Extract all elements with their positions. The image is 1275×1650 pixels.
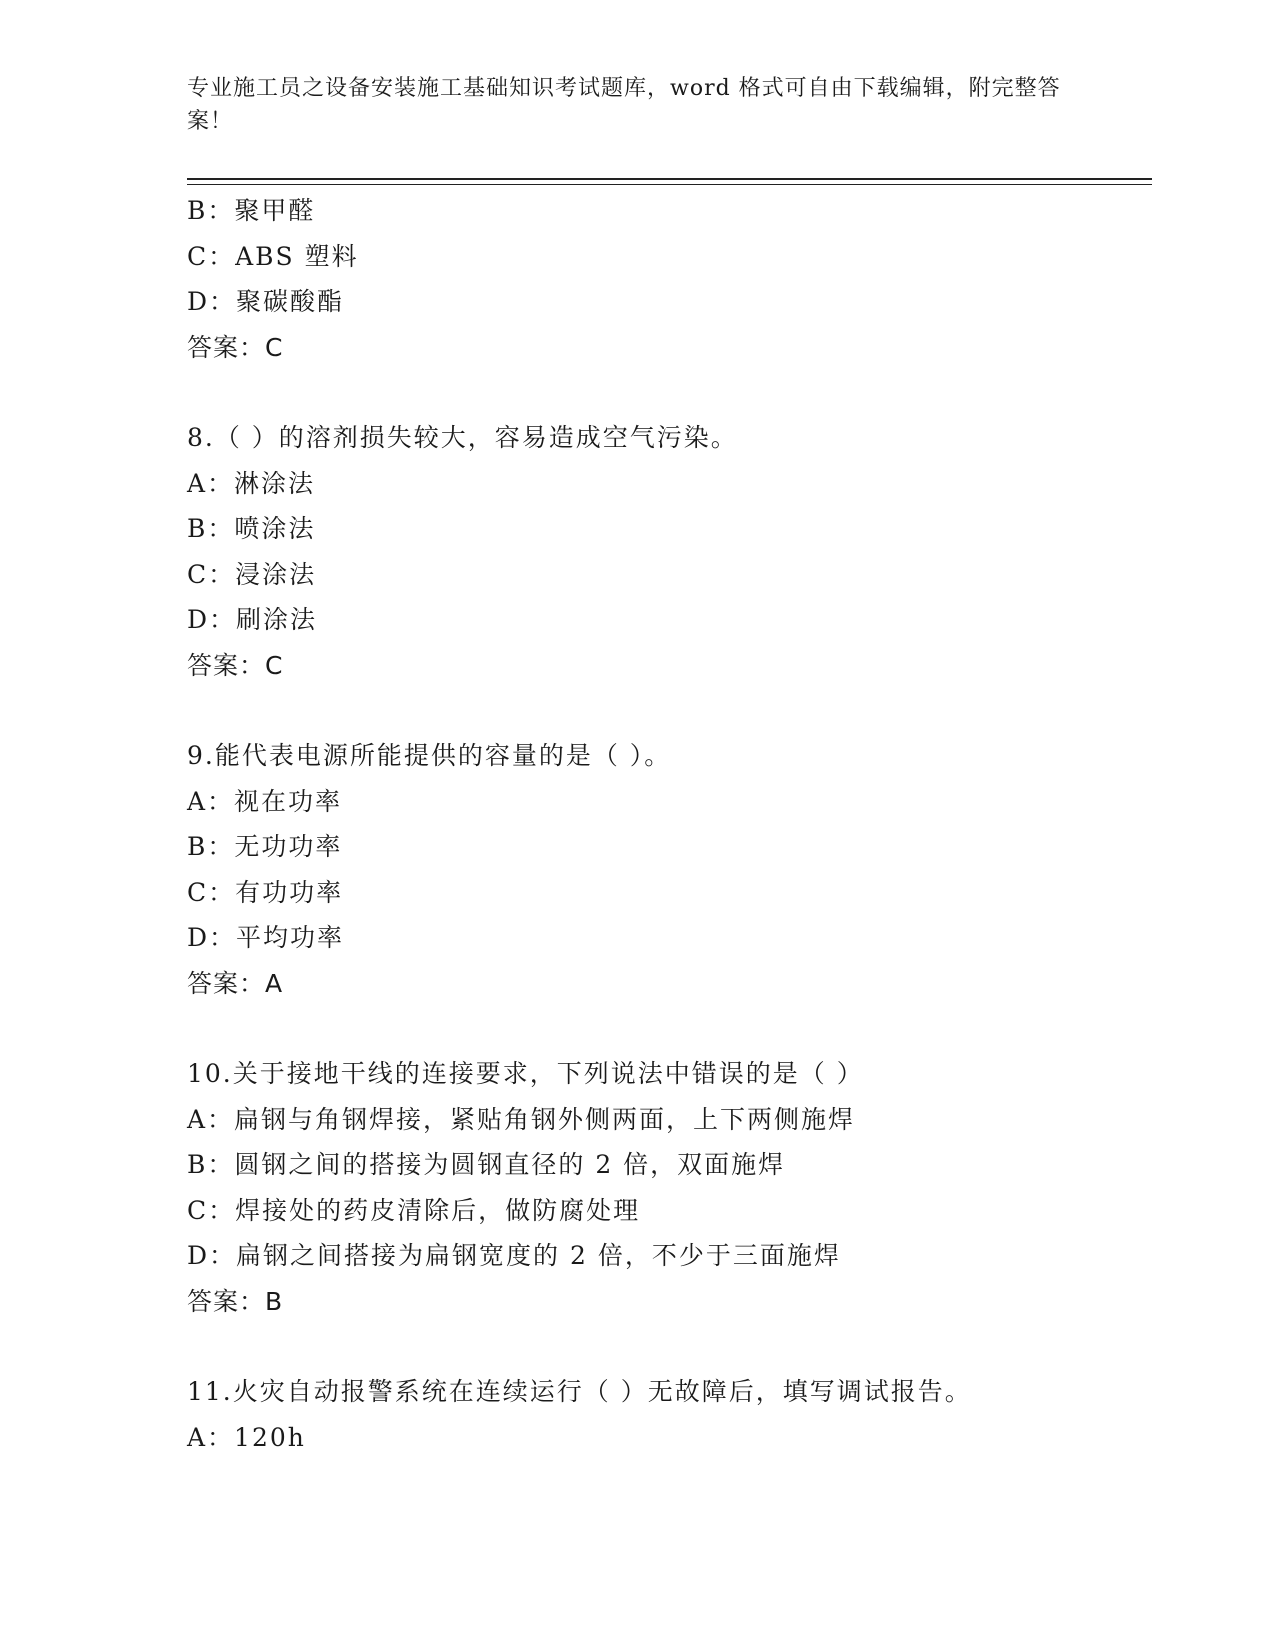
answer: 答案：A — [187, 968, 284, 998]
header-title: 专业施工员之设备安装施工基础知识考试题库，word 格式可自由下载编辑，附完整答案！ — [187, 76, 1061, 134]
question-list — [187, 188, 1152, 1460]
option-d: D：聚碳酸酯 — [187, 287, 345, 316]
question-7-continued — [187, 188, 1152, 370]
question-stem: 10.关于接地干线的连接要求，下列说法中错误的是（ ） — [187, 1059, 864, 1088]
question-10 — [187, 1051, 1152, 1324]
answer: 答案：C — [187, 332, 284, 362]
option-d: D：刷涂法 — [187, 605, 318, 634]
question-stem: 8.（ ）的溶剂损失较大，容易造成空气污染。 — [187, 423, 738, 452]
question-9 — [187, 733, 1152, 1006]
option-a: A：淋涂法 — [187, 468, 316, 498]
option-b: B：圆钢之间的搭接为圆钢直径的 2 倍，双面施焊 — [187, 1150, 786, 1179]
option-d: D：平均功率 — [187, 923, 345, 952]
header-rule-thin — [187, 184, 1152, 185]
question-stem: 11.火灾自动报警系统在连续运行（ ）无故障后，填写调试报告。 — [187, 1377, 972, 1406]
question-8 — [187, 415, 1152, 688]
option-a: A：120h — [187, 1422, 306, 1452]
answer: 答案：B — [187, 1286, 284, 1316]
option-b: B：无功功率 — [187, 832, 343, 861]
spacer — [187, 370, 1152, 415]
option-c: C：浸涂法 — [187, 559, 317, 589]
header-rule-thick — [187, 178, 1152, 180]
option-c: C：有功功率 — [187, 877, 344, 907]
option-a: A：扁钢与角钢焊接，紧贴角钢外侧两面，上下两侧施焊 — [187, 1104, 856, 1134]
spacer — [187, 688, 1152, 733]
option-b: B：聚甲醛 — [187, 196, 316, 225]
option-b: B：喷涂法 — [187, 514, 316, 543]
question-11 — [187, 1369, 1152, 1460]
option-c: C：ABS 塑料 — [187, 241, 359, 271]
answer: 答案：C — [187, 650, 284, 680]
document-header — [187, 72, 1067, 138]
option-a: A：视在功率 — [187, 786, 343, 816]
spacer — [187, 1324, 1152, 1369]
option-d: D：扁钢之间搭接为扁钢宽度的 2 倍，不少于三面施焊 — [187, 1241, 841, 1270]
question-stem: 9.能代表电源所能提供的容量的是（ ）。 — [187, 741, 672, 770]
option-c: C：焊接处的药皮清除后，做防腐处理 — [187, 1195, 641, 1225]
spacer — [187, 1006, 1152, 1051]
